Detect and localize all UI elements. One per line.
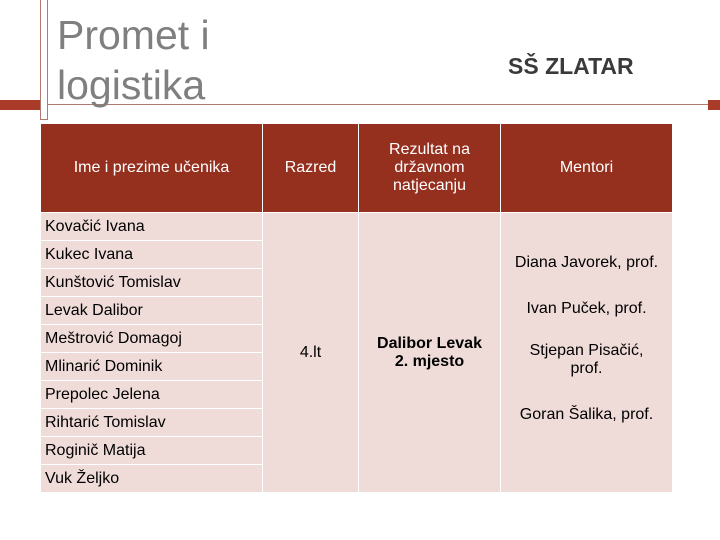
school-name: SŠ ZLATAR <box>508 53 634 79</box>
header-result: Rezultat na državnom natjecanju <box>359 124 501 213</box>
student-name: Rihtarić Tomislav <box>41 409 263 437</box>
table-row <box>41 213 673 241</box>
student-name: Prepolec Jelena <box>41 381 263 409</box>
student-name: Kunštović Tomislav <box>41 269 263 297</box>
header-mentors: Mentori <box>501 124 673 213</box>
header-class: Razred <box>263 124 359 213</box>
students-table <box>40 123 673 493</box>
accent-bar-left <box>0 100 40 110</box>
student-name: Roginič Matija <box>41 437 263 465</box>
mentor-item: Ivan Puček, prof. <box>526 299 647 317</box>
student-name: Levak Dalibor <box>41 297 263 325</box>
student-name: Meštrović Domagoj <box>41 325 263 353</box>
accent-bar-right <box>708 100 720 110</box>
class-cell: 4.lt <box>263 213 359 493</box>
result-cell <box>359 213 501 493</box>
header-student-name: Ime i prezime učenika <box>41 124 263 213</box>
mentor-item: Stjepan Pisačić, prof. <box>529 341 644 377</box>
student-name: Kukec Ivana <box>41 241 263 269</box>
student-name: Kovačić Ivana <box>41 213 263 241</box>
accent-frame <box>40 0 48 120</box>
mentors-cell <box>501 213 673 493</box>
table-header-row <box>41 124 673 213</box>
result-line-1: Dalibor Levak <box>377 334 482 352</box>
slide-title: Promet i logistika <box>57 12 210 108</box>
student-name: Mlinarić Dominik <box>41 353 263 381</box>
student-name: Vuk Željko <box>41 465 263 493</box>
mentor-item: Diana Javorek, prof. <box>514 253 659 271</box>
mentor-item: Goran Šalika, prof. <box>519 405 654 423</box>
result-line-2: 2. mjesto <box>394 352 465 370</box>
